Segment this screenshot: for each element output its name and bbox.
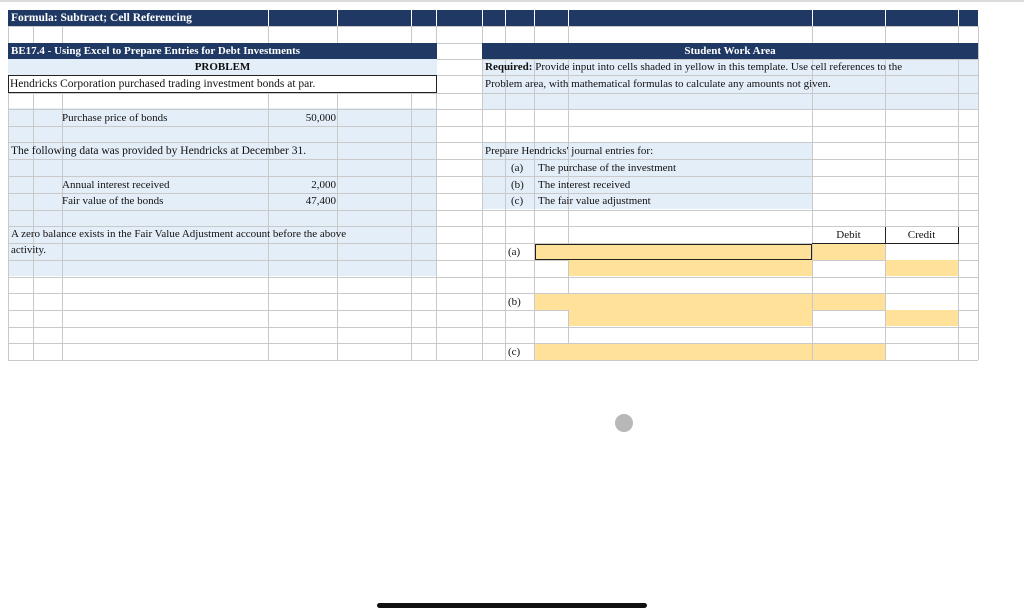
grid-col-line [958, 26, 959, 360]
purchase-value[interactable]: 50,000 [305, 112, 336, 124]
grid-row-line [8, 210, 978, 211]
grid-row-line [8, 310, 978, 311]
title-sep [482, 10, 483, 26]
data-intro[interactable]: The following data was provided by Hendricks at December 31. [11, 145, 307, 157]
work-header[interactable]: Student Work Area [684, 45, 776, 57]
task-letter: (c) [511, 195, 524, 207]
grid-row-line [8, 327, 978, 328]
title-label[interactable]: Formula: Subtract; Cell Referencing [11, 12, 192, 24]
entry-a2-account-input[interactable] [569, 260, 812, 276]
debit-header[interactable]: Debit [836, 229, 861, 241]
entry-c-account-input[interactable] [535, 344, 812, 360]
problem-section-label: PROBLEM [194, 61, 251, 73]
entry-label-a: (a) [508, 246, 521, 258]
required-line-1[interactable] [485, 59, 902, 76]
title-sep [505, 10, 506, 26]
note-line-1[interactable]: A zero balance exists in the Fair Value Adjustment account before the above [11, 228, 347, 240]
title-sep [411, 10, 412, 26]
entry-label-c: (c) [508, 346, 521, 358]
grid-row-line [8, 93, 978, 94]
entry-label-b: (b) [508, 296, 521, 308]
fair-value-value[interactable]: 47,400 [305, 195, 336, 207]
grid-col-line [978, 26, 979, 360]
required-label: Required: [485, 61, 533, 73]
task-text[interactable]: The purchase of the investment [538, 162, 677, 174]
title-sep [568, 10, 569, 26]
top-border [0, 0, 1024, 2]
note-line-2[interactable]: activity. [11, 244, 47, 256]
grid-row-line [8, 260, 978, 261]
cursor-indicator-icon [615, 414, 633, 432]
fair-value-label[interactable]: Fair value of the bonds [62, 195, 164, 207]
entry-c-debit-input[interactable] [813, 344, 885, 360]
title-sep [337, 10, 338, 26]
title-sep [812, 10, 813, 26]
intro-text[interactable]: Hendricks Corporation purchased trading investment bonds at par. [10, 78, 316, 90]
entry-b2-credit-input[interactable] [886, 310, 958, 326]
purchase-label[interactable]: Purchase price of bonds [62, 112, 168, 124]
title-sep [268, 10, 269, 26]
prepare-title[interactable]: Prepare Hendricks' journal entries for: [485, 145, 654, 157]
entry-a-account-input[interactable] [535, 244, 812, 260]
grid-row-line [8, 26, 978, 27]
grid-row-line [8, 159, 978, 160]
task-text[interactable]: The interest received [538, 179, 631, 191]
entry-b-account-input[interactable] [535, 294, 812, 310]
home-indicator[interactable] [377, 603, 647, 608]
title-sep [534, 10, 535, 26]
task-text[interactable]: The fair value adjustment [538, 195, 651, 207]
task-letter: (b) [511, 179, 524, 191]
title-sep [885, 10, 886, 26]
entry-b2-account-input[interactable] [569, 310, 812, 326]
grid-col-line [482, 26, 483, 360]
required-text: Provide input into cells shaded in yellow in this template. Use cell references to the [532, 61, 903, 73]
problem-header[interactable]: BE17.4 - Using Excel to Prepare Entries for Debt Investments [11, 45, 301, 57]
credit-header[interactable]: Credit [907, 229, 936, 241]
title-sep [436, 10, 437, 26]
grid-row-line [8, 277, 978, 278]
grid-row-line [8, 126, 978, 127]
entry-a-debit-input[interactable] [813, 244, 885, 260]
task-letter: (a) [511, 162, 524, 174]
entry-b-debit-input[interactable] [813, 294, 885, 310]
required-line-2[interactable]: Problem area, with mathematical formulas to calculate any amounts not given. [485, 78, 831, 90]
interest-label[interactable]: Annual interest received [62, 179, 170, 191]
interest-value[interactable]: 2,000 [311, 179, 336, 191]
title-sep [958, 10, 959, 26]
entry-a2-credit-input[interactable] [886, 260, 958, 276]
grid-row-line [8, 360, 978, 361]
